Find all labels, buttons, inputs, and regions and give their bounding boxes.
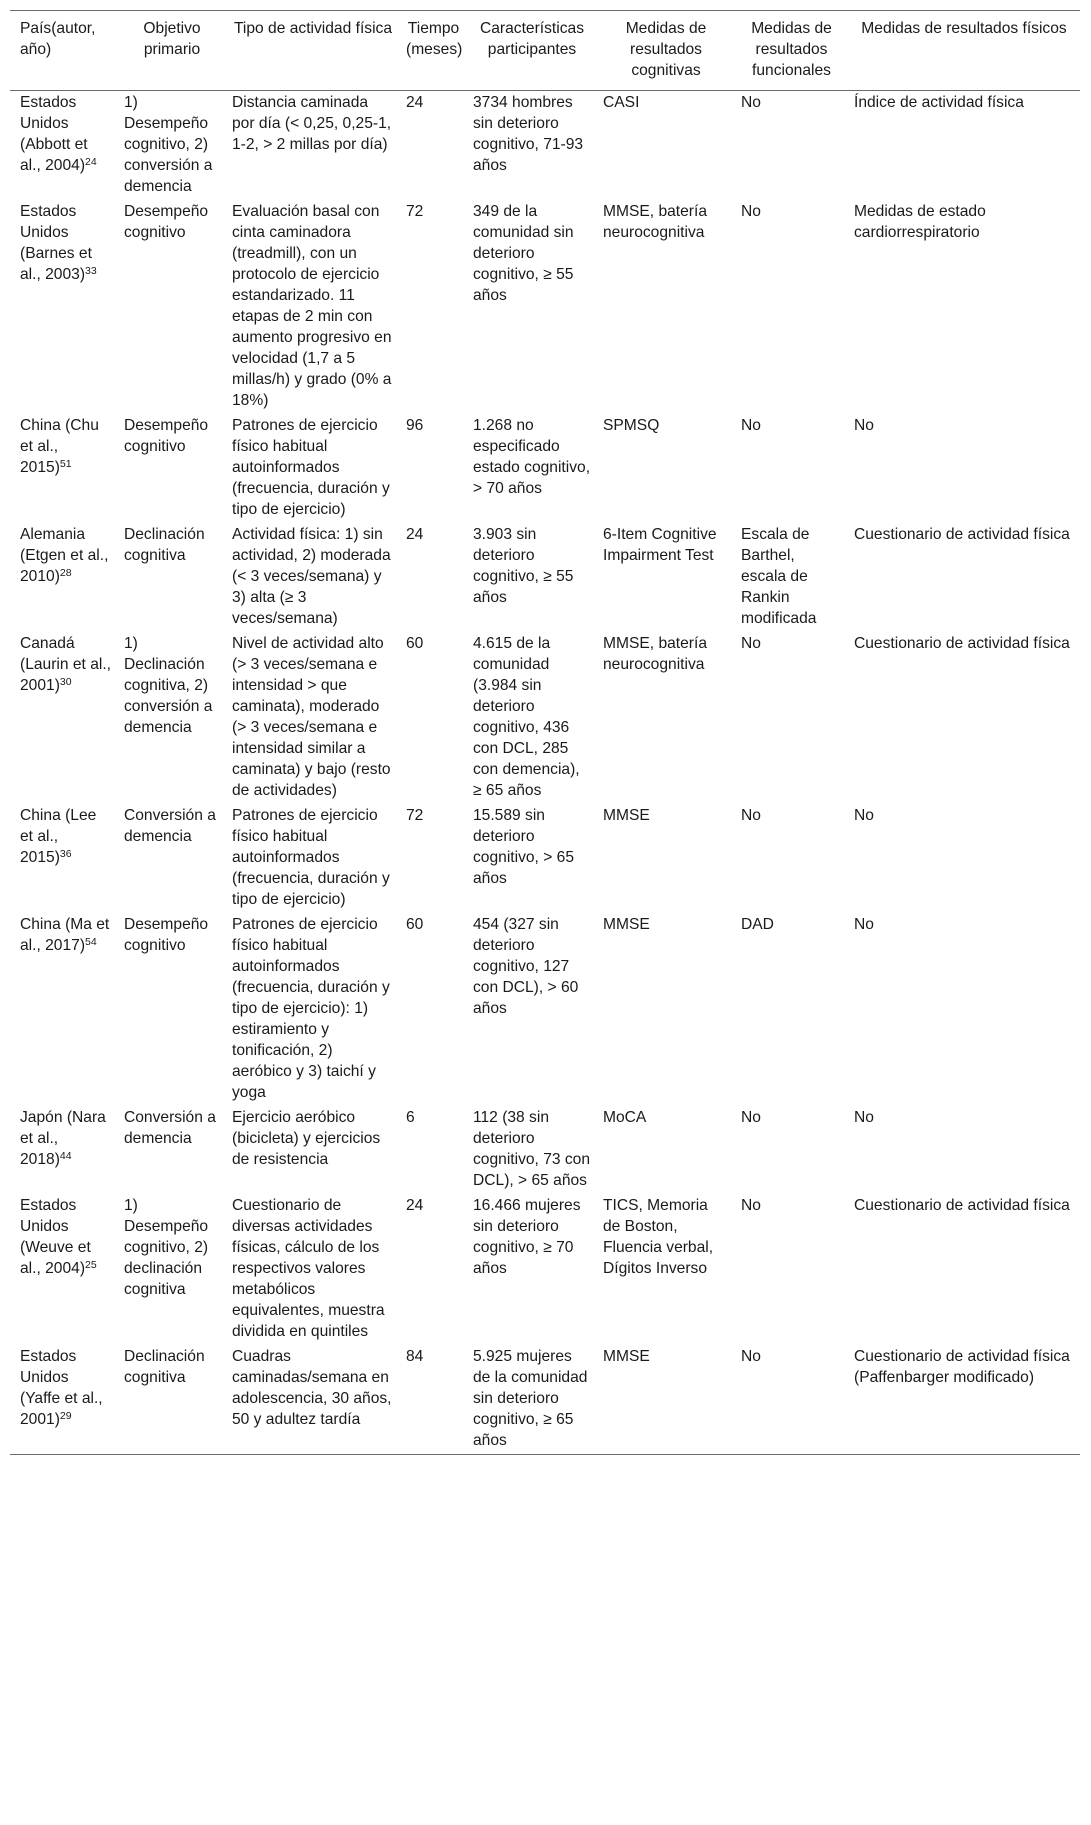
table-row — [10, 91, 1080, 201]
cell-objetivo: Declinación cognitiva — [124, 526, 205, 564]
reference-number: 29 — [59, 1410, 72, 1422]
header-pais: País(autor, año) — [10, 11, 118, 91]
cell-participantes: 454 (327 sin deterioro cognitivo, 127 con DCL), > 60 años — [473, 916, 579, 1017]
pais-text: Japón (Nara et al., 2018) — [20, 1109, 106, 1168]
reference-number: 36 — [59, 848, 72, 860]
table-row — [10, 1106, 1080, 1194]
cell-actividad: Cuestionario de diversas actividades físicas, cálculo de los respectivos valores metabólicos equivalentes, muestra dividida en quintiles — [232, 1197, 385, 1340]
pais-text: Canadá (Laurin et al., 2001) — [20, 635, 112, 694]
cell-fisicos: No — [854, 807, 874, 824]
cell-pais — [10, 200, 118, 414]
reference-number: 33 — [85, 265, 97, 277]
pais-text: China (Lee et al., 2015) — [20, 807, 97, 866]
pais-text: China (Ma et al., 2017) — [20, 916, 110, 954]
cell-fisicos: Índice de actividad física — [854, 94, 1024, 111]
reference-number: 44 — [59, 1150, 72, 1162]
table-header-row — [10, 11, 1080, 91]
cell-tiempo: 60 — [406, 916, 424, 933]
cell-participantes: 3734 hombres sin deterioro cognitivo, 71-93 años — [473, 94, 584, 174]
cell-funcionales: No — [741, 417, 761, 434]
cell-objetivo: 1) Desempeño cognitivo, 2) conversión a demencia — [124, 94, 213, 195]
header-objetivo: Objetivo primario — [118, 11, 226, 91]
pais-text: Alemania (Etgen et al., 2010) — [20, 526, 109, 585]
header-tiempo: Tiempo (meses) — [400, 11, 467, 91]
cell-tiempo: 24 — [406, 94, 424, 111]
cell-cognitivas: MMSE — [603, 807, 650, 824]
cell-cognitivas: MMSE — [597, 1345, 735, 1455]
cell-funcionales: No — [741, 807, 761, 824]
cell-participantes: 349 de la comunidad sin deterioro cognitivo, ≥ 55 años — [473, 203, 574, 304]
cell-pais — [10, 913, 118, 1106]
cell-cognitivas: 6-Item Cognitive Impairment Test — [603, 526, 717, 564]
table-row — [10, 632, 1080, 804]
cell-funcionales: No — [741, 635, 761, 652]
cell-objetivo: 1) Declinación cognitiva, 2) conversión a demencia — [124, 635, 213, 736]
header-participantes: Características participantes — [467, 11, 597, 91]
cell-tiempo: 24 — [406, 526, 424, 543]
cell-objetivo: Conversión a demencia — [124, 807, 216, 845]
reference-number: 24 — [85, 156, 97, 168]
cell-pais — [10, 91, 118, 201]
pais-text: Estados Unidos (Weuve et al., 2004) — [20, 1197, 91, 1277]
cell-fisicos: Cuestionario de actividad física — [854, 526, 1070, 543]
cell-tiempo: 72 — [406, 203, 424, 220]
pais-text: Estados Unidos (Barnes et al., 2003) — [20, 203, 92, 283]
cell-cognitivas: MoCA — [603, 1109, 647, 1126]
cell-objetivo: Declinación cognitiva — [118, 1345, 226, 1455]
table-row — [10, 804, 1080, 913]
cell-funcionales: No — [735, 1345, 848, 1455]
cell-pais — [10, 1345, 118, 1455]
cell-actividad: Patrones de ejercicio físico habitual autoinformados (frecuencia, duración y tipo de ejercicio) — [232, 417, 390, 518]
cell-fisicos: Medidas de estado cardiorrespiratorio — [854, 203, 986, 241]
reference-number: 28 — [59, 567, 72, 579]
cell-objetivo: Conversión a demencia — [124, 1109, 216, 1147]
cell-tiempo: 24 — [406, 1197, 424, 1214]
cell-participantes: 4.615 de la comunidad (3.984 sin deterioro cognitivo, 436 con DCL, 285 con demencia), ≥ 65 años — [473, 635, 580, 799]
reference-number: 51 — [59, 458, 72, 470]
cell-tiempo: 6 — [406, 1109, 415, 1126]
pais-text: Estados Unidos (Yaffe et al., 2001) — [20, 1348, 103, 1428]
cell-pais — [10, 804, 118, 913]
cell-fisicos: No — [854, 417, 874, 434]
cell-tiempo: 72 — [406, 807, 424, 824]
cell-actividad: Actividad física: 1) sin actividad, 2) moderada (< 3 veces/semana) y 3) alta (≥ 3 veces/semana) — [232, 526, 391, 627]
cell-actividad: Nivel de actividad alto (> 3 veces/semana e intensidad > que caminata), moderado (> 3 veces/semana e intensidad similar a caminata) y bajo (resto de actividades) — [232, 635, 391, 799]
cell-participantes: 5.925 mujeres de la comunidad sin deterioro cognitivo, ≥ 65 años — [467, 1345, 597, 1455]
header-actividad: Tipo de actividad física — [226, 11, 400, 91]
cell-fisicos: Cuestionario de actividad física — [854, 635, 1070, 652]
cell-fisicos: Cuestionario de actividad física (Paffenbarger modificado) — [848, 1345, 1080, 1455]
cell-funcionales: DAD — [741, 916, 774, 933]
table-row — [10, 1194, 1080, 1345]
cell-participantes: 16.466 mujeres sin deterioro cognitivo, ≥ 70 años — [473, 1197, 581, 1277]
cell-funcionales: No — [741, 1197, 761, 1214]
cell-cognitivas: MMSE, batería neurocognitiva — [603, 203, 707, 241]
cell-fisicos: No — [854, 916, 874, 933]
cell-fisicos: Cuestionario de actividad física — [854, 1197, 1070, 1214]
pais-text: China (Chu et al., 2015) — [20, 417, 99, 476]
cell-objetivo: 1) Desempeño cognitivo, 2) declinación cognitiva — [124, 1197, 209, 1298]
cell-pais — [10, 414, 118, 523]
cell-pais — [10, 523, 118, 632]
cell-cognitivas: MMSE, batería neurocognitiva — [603, 635, 707, 673]
reference-number: 25 — [85, 1259, 97, 1271]
cell-pais — [10, 1106, 118, 1194]
cell-objetivo: Desempeño cognitivo — [124, 417, 209, 455]
cell-tiempo: 84 — [400, 1345, 467, 1455]
cell-actividad: Evaluación basal con cinta caminadora (treadmill), con un protocolo de ejercicio estandarizado. 11 etapas de 2 min con aumento progresivo en velocidad (1,7 a 5 millas/h) y grado (0% a 18%) — [232, 203, 392, 409]
table-row — [10, 523, 1080, 632]
cell-cognitivas: CASI — [603, 94, 640, 111]
cell-pais — [10, 632, 118, 804]
studies-table — [10, 10, 1080, 1455]
table-row — [10, 200, 1080, 414]
cell-actividad: Patrones de ejercicio físico habitual autoinformados (frecuencia, duración y tipo de ejercicio): 1) estiramiento y tonificación, 2) aeróbico y 3) taichí y yoga — [232, 916, 390, 1101]
reference-number: 54 — [85, 936, 97, 948]
reference-number: 30 — [59, 676, 72, 688]
cell-actividad: Ejercicio aeróbico (bicicleta) y ejercicios de resistencia — [232, 1109, 381, 1168]
cell-objetivo: Desempeño cognitivo — [124, 916, 209, 954]
cell-cognitivas: SPMSQ — [603, 417, 660, 434]
cell-funcionales: No — [741, 94, 761, 111]
table-row — [10, 414, 1080, 523]
header-funcionales: Medidas de resultados funcionales — [735, 11, 848, 91]
header-fisicos: Medidas de resultados físicos — [848, 11, 1080, 91]
cell-funcionales: Escala de Barthel, escala de Rankin modificada — [741, 526, 817, 627]
cell-actividad: Patrones de ejercicio físico habitual autoinformados (frecuencia, duración y tipo de ejercicio) — [232, 807, 390, 908]
cell-funcionales: No — [741, 203, 761, 220]
table-row — [10, 1345, 1080, 1455]
pais-text: Estados Unidos (Abbott et al., 2004) — [20, 94, 88, 174]
cell-fisicos: No — [854, 1109, 874, 1126]
cell-participantes: 15.589 sin deterioro cognitivo, > 65 años — [473, 807, 574, 887]
cell-cognitivas: MMSE — [603, 916, 650, 933]
cell-participantes: 3.903 sin deterioro cognitivo, ≥ 55 años — [473, 526, 574, 606]
cell-participantes: 112 (38 sin deterioro cognitivo, 73 con DCL), > 65 años — [473, 1109, 591, 1189]
cell-pais — [10, 1194, 118, 1345]
table-row — [10, 913, 1080, 1106]
cell-participantes: 1.268 no especificado estado cognitivo, > 70 años — [473, 417, 591, 497]
cell-tiempo: 60 — [406, 635, 424, 652]
cell-cognitivas: TICS, Memoria de Boston, Fluencia verbal, Dígitos Inverso — [603, 1197, 714, 1277]
header-cognitivas: Medidas de resultados cognitivas — [597, 11, 735, 91]
cell-actividad: Cuadras caminadas/semana en adolescencia, 30 años, 50 y adultez tardía — [226, 1345, 400, 1455]
cell-actividad: Distancia caminada por día (< 0,25, 0,25-1, 1-2, > 2 millas por día) — [232, 94, 392, 153]
cell-funcionales: No — [741, 1109, 761, 1126]
cell-tiempo: 96 — [406, 417, 424, 434]
cell-objetivo: Desempeño cognitivo — [124, 203, 209, 241]
